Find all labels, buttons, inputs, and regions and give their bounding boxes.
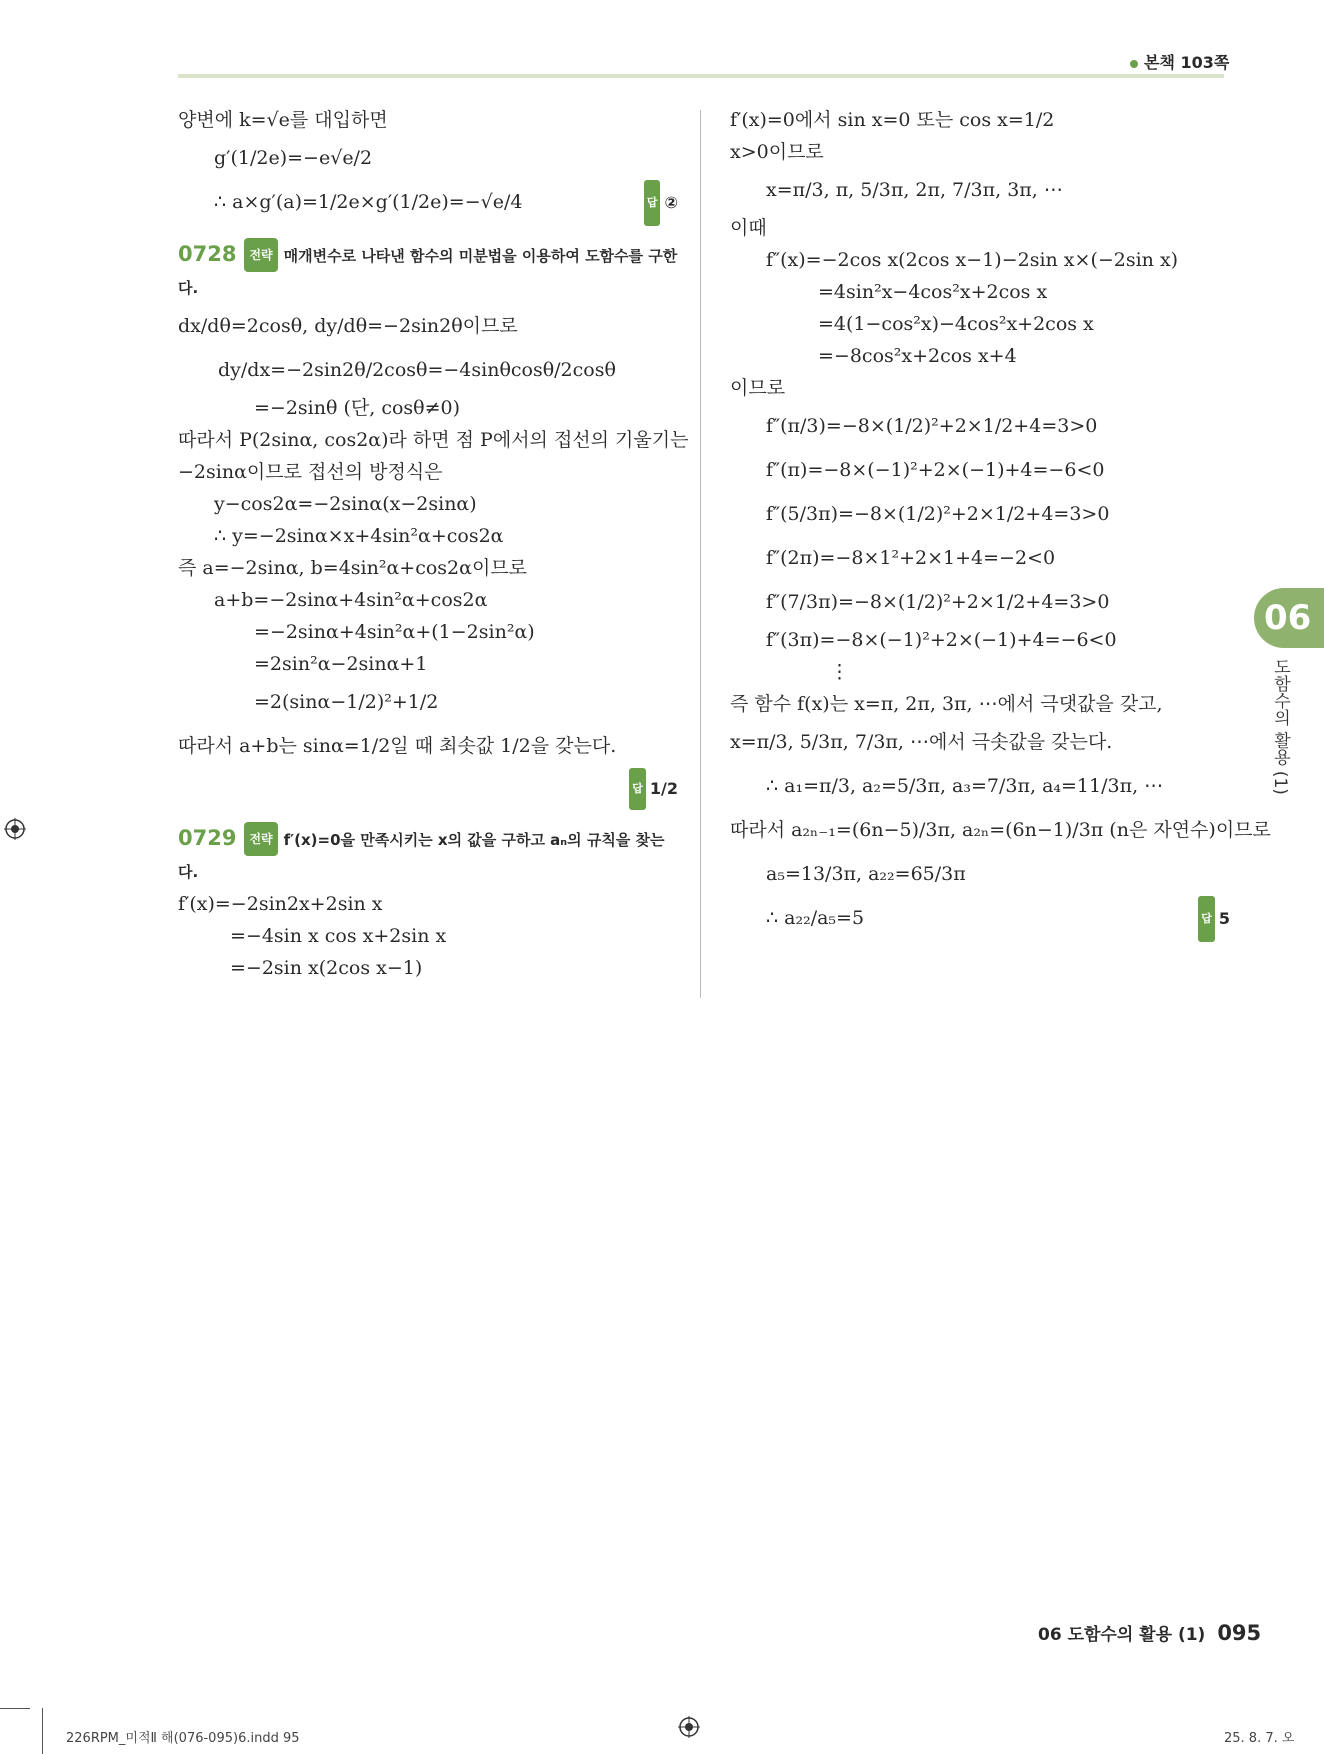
math-line: dy/dx=−2sin2θ/2cosθ=−4sinθcosθ/2cosθ bbox=[218, 359, 616, 381]
bullet-icon bbox=[1130, 60, 1138, 68]
math-text: ∴ a₂₂/a₅=5 bbox=[766, 907, 865, 929]
math-line: =4(1−cos²x)−4cos²x+2cos x bbox=[818, 313, 1094, 335]
math-line: =−2sinα+4sin²α+(1−2sin²α) bbox=[254, 621, 535, 643]
math-line: a+b=−2sinα+4sin²α+cos2α bbox=[214, 589, 488, 611]
print-slug: 226RPM_미적Ⅱ 해(076-095)6.indd 95 bbox=[66, 1731, 300, 1746]
math-line: f′(x)=0에서 sin x=0 또는 cos x=1/2 bbox=[730, 109, 1055, 131]
text-line: 따라서 P(2sinα, cos2α)라 하면 점 P에서의 접선의 기울기는 bbox=[178, 429, 689, 451]
math-line: ∴ y=−2sinα×x+4sin²α+cos2α bbox=[214, 525, 504, 547]
book-reference: 본책 103쪽 bbox=[1130, 50, 1229, 73]
math-line: ∴ a₁=π/3, a₂=5/3π, a₃=7/3π, a₄=11/3π, ⋯ bbox=[766, 775, 1164, 797]
math-text: ∴ a×g′(a)=1/2e×g′(1/2e)=−√e/4 bbox=[214, 191, 523, 213]
answer-value: ② bbox=[664, 193, 678, 212]
math-line: =2sin²α−2sinα+1 bbox=[254, 653, 428, 675]
text-line: 따라서 a+b는 sinα=1/2일 때 최솟값 1/2을 갖는다. bbox=[178, 735, 617, 757]
answer-marker bbox=[178, 768, 678, 808]
right-column bbox=[730, 104, 1271, 940]
header-rule bbox=[178, 74, 1224, 78]
footer-chapter: 06 도함수의 활용 (1) bbox=[1038, 1625, 1206, 1645]
answer-value: 5 bbox=[1218, 909, 1230, 928]
math-line: dx/dθ=2cosθ, dy/dθ=−2sin2θ이므로 bbox=[178, 315, 518, 337]
text-line: 양변에 k=√e를 대입하면 bbox=[178, 109, 388, 131]
text-line: 이므로 bbox=[730, 377, 786, 399]
math-line bbox=[730, 896, 1230, 940]
math-line: f″(3π)=−8×(−1)²+2×(−1)+4=−6<0 bbox=[766, 629, 1117, 651]
text-line: 즉 a=−2sinα, b=4sin²α+cos2α이므로 bbox=[178, 557, 528, 579]
math-line: y−cos2α=−2sinα(x−2sinα) bbox=[214, 493, 477, 515]
answer-value: 1/2 bbox=[649, 779, 678, 798]
math-line: f″(π/3)=−8×(1/2)²+2×1/2+4=3>0 bbox=[766, 415, 1098, 437]
chapter-tab bbox=[1254, 588, 1324, 648]
left-column bbox=[178, 104, 689, 984]
strategy-text: f′(x)=0을 만족시키는 x의 값을 구하고 aₙ의 규칙을 찾는다. bbox=[178, 831, 665, 881]
text-line: 따라서 a₂ₙ₋₁=(6n−5)/3π, a₂ₙ=(6n−1)/3π (n은 자연수)이므로 bbox=[730, 819, 1271, 841]
registration-mark-icon bbox=[4, 818, 26, 840]
text-line: 즉 함수 f(x)는 x=π, 2π, 3π, ⋯에서 극댓값을 갖고, bbox=[730, 693, 1163, 715]
chapter-number: 06 bbox=[1264, 598, 1312, 638]
crop-mark bbox=[42, 1708, 43, 1754]
problem-header bbox=[178, 822, 678, 888]
answer-tag: 답 bbox=[629, 768, 646, 810]
strategy-badge: 전략 bbox=[244, 238, 277, 272]
math-line: =−2sin x(2cos x−1) bbox=[230, 957, 423, 979]
strategy-text: 매개변수로 나타낸 함수의 미분법을 이용하여 도함수를 구한다. bbox=[178, 247, 678, 297]
math-line: f″(7/3π)=−8×(1/2)²+2×1/2+4=3>0 bbox=[766, 591, 1110, 613]
math-line: f″(5/3π)=−8×(1/2)²+2×1/2+4=3>0 bbox=[766, 503, 1110, 525]
math-line bbox=[178, 180, 678, 224]
math-line: f′(x)=−2sin2x+2sin x bbox=[178, 893, 383, 915]
math-line: f″(π)=−8×(−1)²+2×(−1)+4=−6<0 bbox=[766, 459, 1105, 481]
answer-marker bbox=[1198, 896, 1230, 942]
math-line: f″(2π)=−8×1²+2×1+4=−2<0 bbox=[766, 547, 1056, 569]
column-divider bbox=[700, 110, 701, 998]
math-line: ⋮ bbox=[830, 661, 849, 683]
problem-number: 0728 bbox=[178, 242, 237, 266]
strategy-badge: 전략 bbox=[244, 822, 277, 856]
crop-mark bbox=[0, 1708, 30, 1709]
math-line: =4sin²x−4cos²x+2cos x bbox=[818, 281, 1048, 303]
text-line: −2sinα이므로 접선의 방정식은 bbox=[178, 461, 443, 483]
text-line: x>0이므로 bbox=[730, 141, 824, 163]
chapter-side-title: 도함수의 활용 (1) bbox=[1270, 658, 1290, 795]
text-line: x=π/3, 5/3π, 7/3π, ⋯에서 극솟값을 갖는다. bbox=[730, 731, 1113, 753]
print-date: 25. 8. 7. 오 bbox=[1224, 1731, 1295, 1746]
math-line: a₅=13/3π, a₂₂=65/3π bbox=[766, 863, 966, 885]
registration-mark-icon bbox=[678, 1716, 700, 1738]
math-line: =−8cos²x+2cos x+4 bbox=[818, 345, 1017, 367]
page-number: 095 bbox=[1217, 1621, 1262, 1645]
answer-tag: 답 bbox=[1198, 896, 1215, 942]
problem-header bbox=[178, 238, 678, 304]
problem-number: 0729 bbox=[178, 826, 237, 850]
math-line: =2(sinα−1/2)²+1/2 bbox=[254, 691, 439, 713]
page-footer bbox=[1038, 1620, 1261, 1645]
math-line: g′(1/2e)=−e√e/2 bbox=[214, 147, 373, 169]
answer-marker bbox=[644, 180, 678, 226]
answer-tag: 답 bbox=[644, 180, 661, 226]
math-line: x=π/3, π, 5/3π, 2π, 7/3π, 3π, ⋯ bbox=[766, 179, 1063, 201]
math-line: =−2sinθ (단, cosθ≠0) bbox=[254, 397, 461, 419]
math-line: f″(x)=−2cos x(2cos x−1)−2sin x×(−2sin x) bbox=[766, 249, 1179, 271]
text-line: 이때 bbox=[730, 217, 767, 239]
math-line: =−4sin x cos x+2sin x bbox=[230, 925, 447, 947]
